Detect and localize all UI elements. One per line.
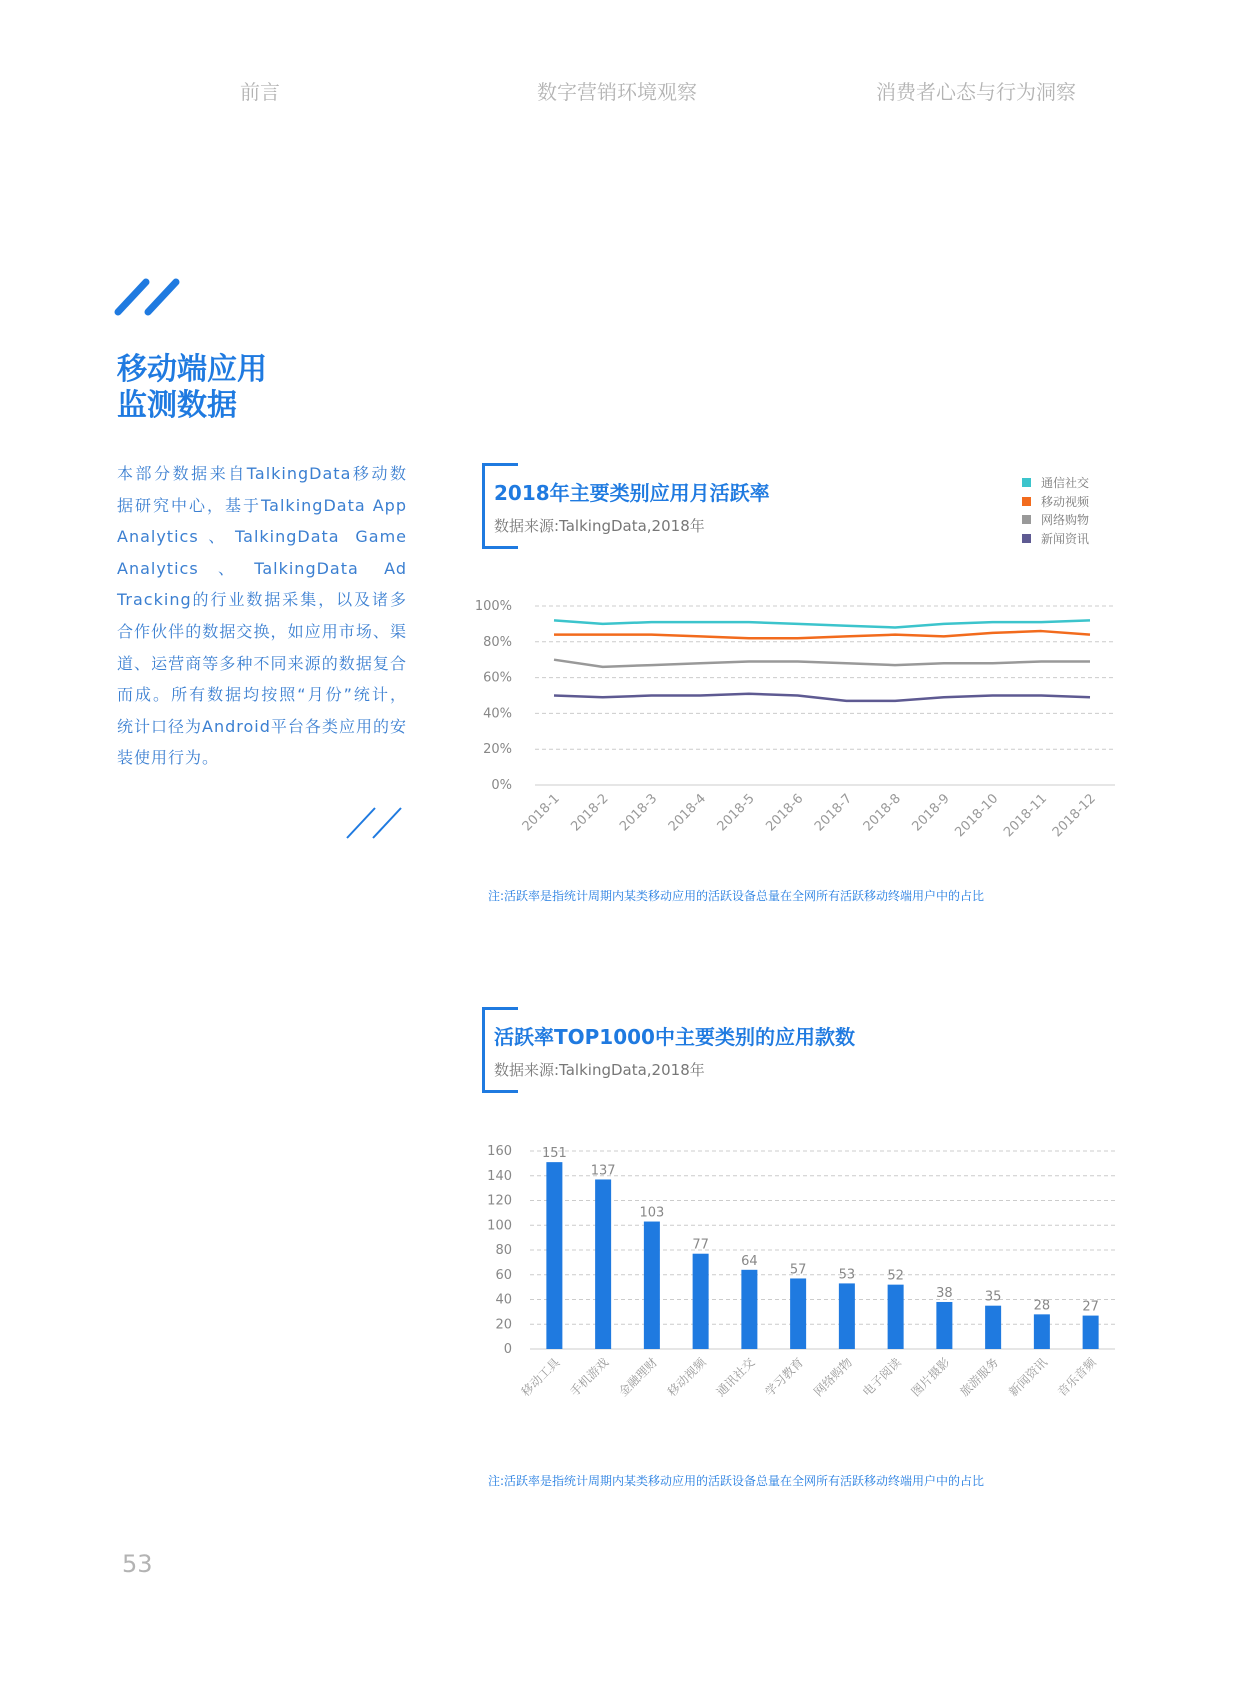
y-tick-label: 20 — [495, 1317, 512, 1333]
bar — [790, 1278, 806, 1349]
data-label: 38 — [936, 1285, 953, 1301]
bar — [936, 1302, 952, 1349]
page-number: 53 — [122, 1550, 153, 1578]
legend-label: 新闻资讯 — [1041, 531, 1090, 546]
y-tick-label: 40% — [483, 706, 512, 722]
data-label: 64 — [741, 1253, 758, 1269]
tab-consumer-insight[interactable]: 消费者心态与行为洞察 — [876, 80, 1076, 104]
data-label: 151 — [541, 1146, 567, 1162]
x-tick-label: 移动视频 — [664, 1355, 709, 1400]
y-tick-label: 80 — [495, 1243, 512, 1258]
data-label: 28 — [1033, 1298, 1051, 1314]
legend-item — [1022, 511, 1089, 530]
section-title — [117, 352, 417, 424]
chart1-bracket — [482, 463, 518, 549]
series-line — [554, 620, 1090, 627]
x-tick-label: 2018-7 — [812, 791, 856, 835]
x-tick-label: 2018-4 — [665, 791, 710, 835]
x-tick-label: 2018-2 — [568, 791, 612, 835]
x-tick-label: 2018-10 — [952, 791, 1002, 841]
y-tick-label: 20% — [483, 742, 512, 758]
bar — [693, 1254, 709, 1349]
x-tick-label: 电子阅读 — [859, 1355, 904, 1400]
data-label: 103 — [639, 1205, 665, 1221]
chart2-bracket — [482, 1007, 518, 1093]
y-tick-label: 40 — [495, 1292, 512, 1308]
x-tick-label: 学习教育 — [762, 1355, 807, 1400]
legend-swatch — [1022, 478, 1031, 487]
top-nav — [0, 76, 1240, 106]
bar — [595, 1179, 611, 1349]
double-slash-thin-icon — [345, 806, 407, 840]
x-tick-label: 2018-1 — [519, 791, 563, 835]
bar — [888, 1285, 904, 1349]
chart1-source: 数据来源:TalkingData,2018年 — [494, 517, 705, 535]
series-line — [554, 631, 1090, 638]
tab-digital-marketing[interactable]: 数字营销环境观察 — [537, 80, 697, 104]
chart1-note: 注:活跃率是指统计周期内某类移动应用的活跃设备总量在全网所有活跃移动终端用户中的占比 — [488, 889, 985, 903]
data-label: 35 — [984, 1289, 1002, 1305]
legend-label: 网络购物 — [1041, 513, 1090, 527]
legend-label: 通信社交 — [1041, 476, 1090, 490]
bar — [741, 1270, 757, 1349]
chart1-legend — [1022, 474, 1089, 548]
data-label: 57 — [789, 1262, 807, 1278]
data-label: 52 — [887, 1268, 904, 1284]
x-tick-label: 2018-5 — [714, 791, 758, 835]
legend-item — [1022, 530, 1089, 549]
x-tick-label: 2018-6 — [763, 791, 807, 835]
tab-preface[interactable]: 前言 — [240, 80, 280, 104]
bar — [839, 1283, 855, 1349]
x-tick-label: 旅游服务 — [957, 1355, 1002, 1400]
bar — [546, 1162, 562, 1349]
x-tick-label: 2018-3 — [617, 791, 661, 835]
y-tick-label: 120 — [487, 1193, 512, 1209]
y-tick-label: 60 — [495, 1267, 512, 1283]
y-tick-label: 140 — [487, 1168, 512, 1184]
y-tick-label: 60% — [483, 670, 512, 686]
bar — [1083, 1316, 1099, 1349]
legend-item — [1022, 493, 1089, 512]
y-tick-label: 80% — [483, 634, 512, 650]
intro-paragraph: 本部分数据来自TalkingData移动数据研究中心，基于TalkingData App Analytics、TalkingData Game Analytics、TalkingData Ad Tracking的行业数据采集，以及诸多合作伙伴的数据交换，如应用市场、渠道、运营商等多种不同来源的数据复合而成。所有数据均按照“月份”统计，统计口径为Android平台各类应用的安装使用行为。 — [117, 464, 407, 768]
x-tick-label: 2018-8 — [860, 791, 904, 835]
legend-swatch — [1022, 534, 1031, 543]
data-label: 77 — [692, 1237, 709, 1253]
x-tick-label: 2018-12 — [1049, 791, 1099, 841]
bar-chart — [470, 1135, 1130, 1435]
legend-label: 移动视频 — [1041, 494, 1090, 509]
double-slash-icon — [112, 276, 184, 316]
y-tick-label: 160 — [487, 1144, 512, 1159]
legend-item — [1022, 474, 1089, 493]
y-tick-label: 100% — [474, 599, 512, 614]
legend-swatch — [1022, 515, 1031, 524]
data-label: 137 — [590, 1163, 616, 1179]
series-line — [554, 694, 1090, 701]
y-tick-label: 0 — [503, 1342, 512, 1357]
bar — [1034, 1314, 1050, 1349]
y-tick-label: 100 — [487, 1218, 512, 1234]
section-title-line1: 移动端应用 — [117, 352, 267, 387]
bar — [985, 1306, 1001, 1349]
chart2-note: 注:活跃率是指统计周期内某类移动应用的活跃设备总量在全网所有活跃移动终端用户中的占比 — [488, 1474, 985, 1488]
legend-swatch — [1022, 497, 1031, 506]
series-line — [554, 660, 1090, 667]
data-label: 53 — [838, 1267, 856, 1283]
chart2-source: 数据来源:TalkingData,2018年 — [494, 1061, 705, 1079]
x-tick-label: 新闻资讯 — [1006, 1355, 1050, 1400]
x-tick-label: 通讯社交 — [713, 1355, 758, 1400]
chart2-title: 活跃率TOP1000中主要类别的应用款数 — [494, 1025, 855, 1049]
line-chart — [470, 590, 1130, 850]
section-title-line2: 监测数据 — [117, 388, 237, 423]
x-tick-label: 网络购物 — [811, 1355, 855, 1400]
y-tick-label: 0% — [491, 778, 512, 793]
x-tick-label: 金融理财 — [616, 1355, 660, 1400]
x-tick-label: 2018-11 — [1001, 791, 1051, 841]
x-tick-label: 图片摄影 — [908, 1355, 953, 1400]
x-tick-label: 移动工具 — [518, 1355, 563, 1400]
chart1-title: 2018年主要类别应用月活跃率 — [494, 481, 770, 505]
bar — [644, 1222, 660, 1349]
x-tick-label: 音乐音频 — [1054, 1355, 1099, 1400]
x-tick-label: 手机游戏 — [567, 1355, 612, 1400]
data-label: 27 — [1082, 1299, 1099, 1315]
x-tick-label: 2018-9 — [909, 791, 953, 835]
